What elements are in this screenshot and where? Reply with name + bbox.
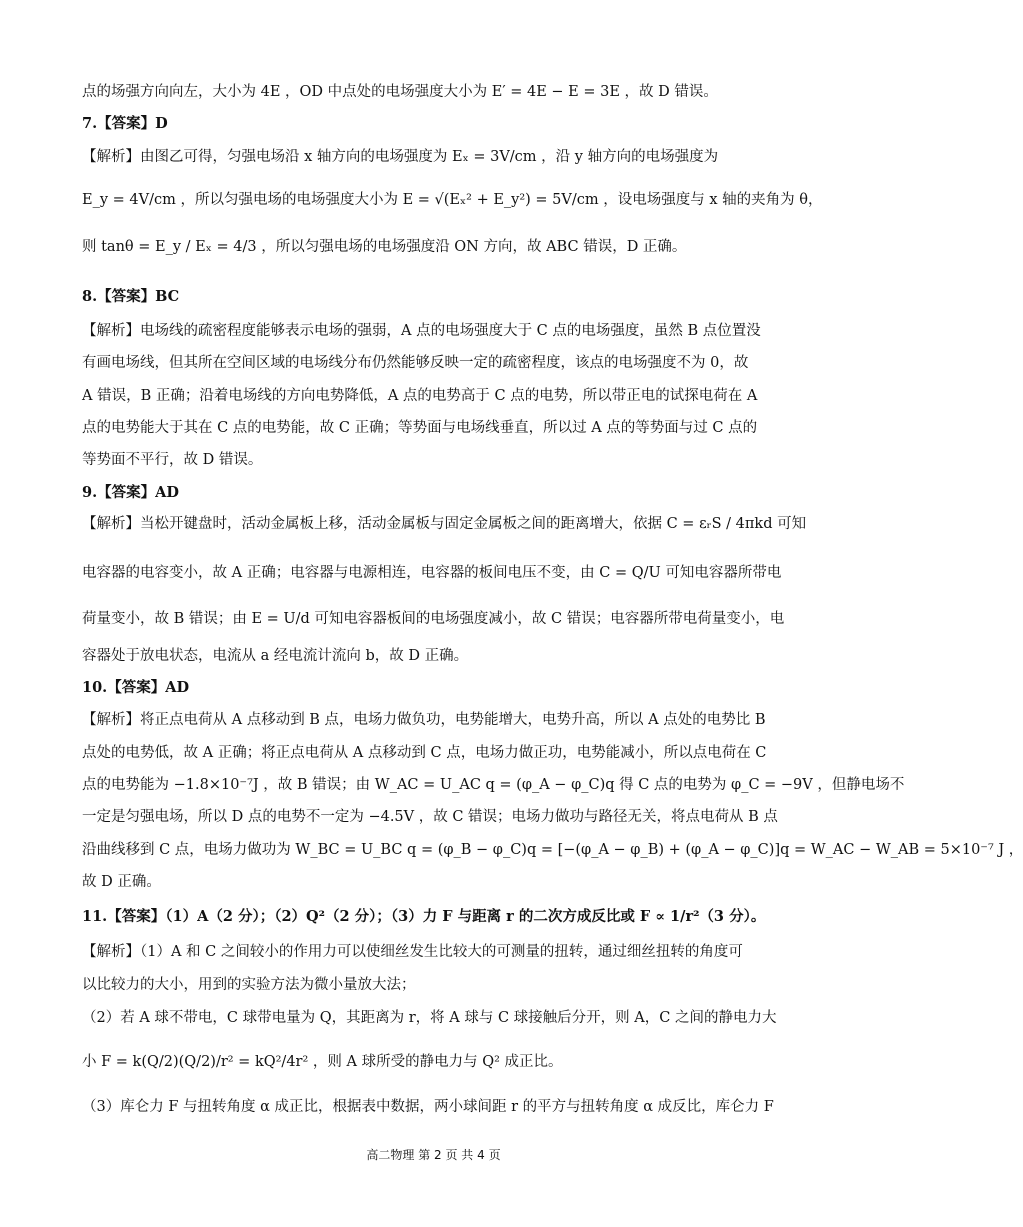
text-line: 点的场强方向向左，大小为 4E ，OD 中点处的电场强度大小为 E′ = 4E − E = 3E ，故 D 错误。	[82, 84, 718, 100]
text-line: 有画电场线，但其所在空间区域的电场线分布仍然能够反映一定的疏密程度，该点的电场强度不为 0，故	[82, 355, 749, 371]
text-line: （2）若 A 球不带电，C 球带电量为 Q，其距离为 r，将 A 球与 C 球接触后分开，则 A，C 之间的静电力大	[82, 1010, 777, 1026]
answer-heading: 11.【答案】（1）A（2 分）；（2）Q²（2 分）；（3）力 F 与距离 r 的二次方成反比或 F ∝ 1/r²（3 分）。	[82, 908, 766, 925]
text-line: 一定是匀强电场，所以 D 点的电势不一定为 −4.5V ，故 C 错误；电场力做功与路径无关，将点电荷从 B 点	[82, 809, 778, 825]
text-line: 故 D 正确。	[82, 874, 161, 890]
answer-heading: 9.【答案】AD	[82, 484, 179, 501]
text-line: 荷量变小，故 B 错误；由 E = U/d 可知电容器板间的电场强度减小，故 C 错误；电容器所带电荷量变小，电	[82, 611, 785, 627]
text-line: 则 tanθ = E_y / Eₓ = 4/3 ，所以匀强电场的电场强度沿 ON 方向，故 ABC 错误，D 正确。	[82, 239, 687, 255]
page-footer: 高二物理 第 2 页 共 4 页	[366, 1148, 501, 1162]
text-line: 以比较力的大小，用到的实验方法为微小量放大法；	[82, 977, 416, 993]
text-line: 点的电势能为 −1.8×10⁻⁷J ，故 B 错误；由 W_AC = U_AC q = (φ_A − φ_C)q 得 C 点的电势为 φ_C = −9V ，但静电场不	[82, 777, 905, 793]
answer-heading: 7.【答案】D	[82, 115, 168, 132]
text-line: 沿曲线移到 C 点，电场力做功为 W_BC = U_BC q = (φ_B − φ_C)q = [−(φ_A − φ_B) + (φ_A − φ_C)]q = W_AC − W_AB = 5×10⁻⁷ J ，	[82, 842, 1023, 858]
text-line: 等势面不平行，故 D 错误。	[82, 452, 263, 468]
answer-heading: 8.【答案】BC	[82, 288, 180, 305]
text-line: 【解析】由图乙可得，匀强电场沿 x 轴方向的电场强度为 Eₓ = 3V/cm ，沿 y 轴方向的电场强度为	[82, 149, 719, 165]
answer-heading: 10.【答案】AD	[82, 679, 190, 696]
text-line: 【解析】（1）A 和 C 之间较小的作用力可以使细丝发生比较大的可测量的扭转，通过细丝扭转的角度可	[82, 944, 743, 960]
text-line: 【解析】当松开键盘时，活动金属板上移，活动金属板与固定金属板之间的距离增大，依据 C = εᵣS / 4πkd 可知	[82, 516, 807, 532]
text-line: 【解析】将正点电荷从 A 点移动到 B 点，电场力做负功，电势能增大，电势升高，所以 A 点处的电势比 B	[82, 712, 766, 728]
text-line: A 错误，B 正确；沿着电场线的方向电势降低，A 点的电势高于 C 点的电势，所以带正电的试探电荷在 A	[82, 388, 758, 404]
text-line: 电容器的电容变小，故 A 正确；电容器与电源相连，电容器的板间电压不变，由 C = Q/U 可知电容器所带电	[82, 565, 782, 581]
text-line: E_y = 4V/cm ，所以匀强电场的电场强度大小为 E = √(Eₓ² + E_y²) = 5V/cm ，设电场强度与 x 轴的夹角为 θ，	[82, 192, 823, 208]
text-line: 容器处于放电状态，电流从 a 经电流计流向 b，故 D 正确。	[82, 648, 469, 664]
text-line: 小 F = k(Q/2)(Q/2)/r² = kQ²/4r² ，则 A 球所受的静电力与 Q² 成正比。	[82, 1054, 563, 1070]
text-line: 【解析】电场线的疏密程度能够表示电场的强弱，A 点的电场强度大于 C 点的电场强度，虽然 B 点位置没	[82, 323, 761, 339]
text-line: 点处的电势低，故 A 正确；将正点电荷从 A 点移动到 C 点，电场力做正功，电势能减小，所以点电荷在 C	[82, 745, 767, 761]
text-line: 点的电势能大于其在 C 点的电势能，故 C 正确；等势面与电场线垂直，所以过 A 点的等势面与过 C 点的	[82, 420, 758, 436]
text-line: （3）库仑力 F 与扭转角度 α 成正比，根据表中数据，两小球间距 r 的平方与扭转角度 α 成反比，库仑力 F	[82, 1099, 774, 1115]
